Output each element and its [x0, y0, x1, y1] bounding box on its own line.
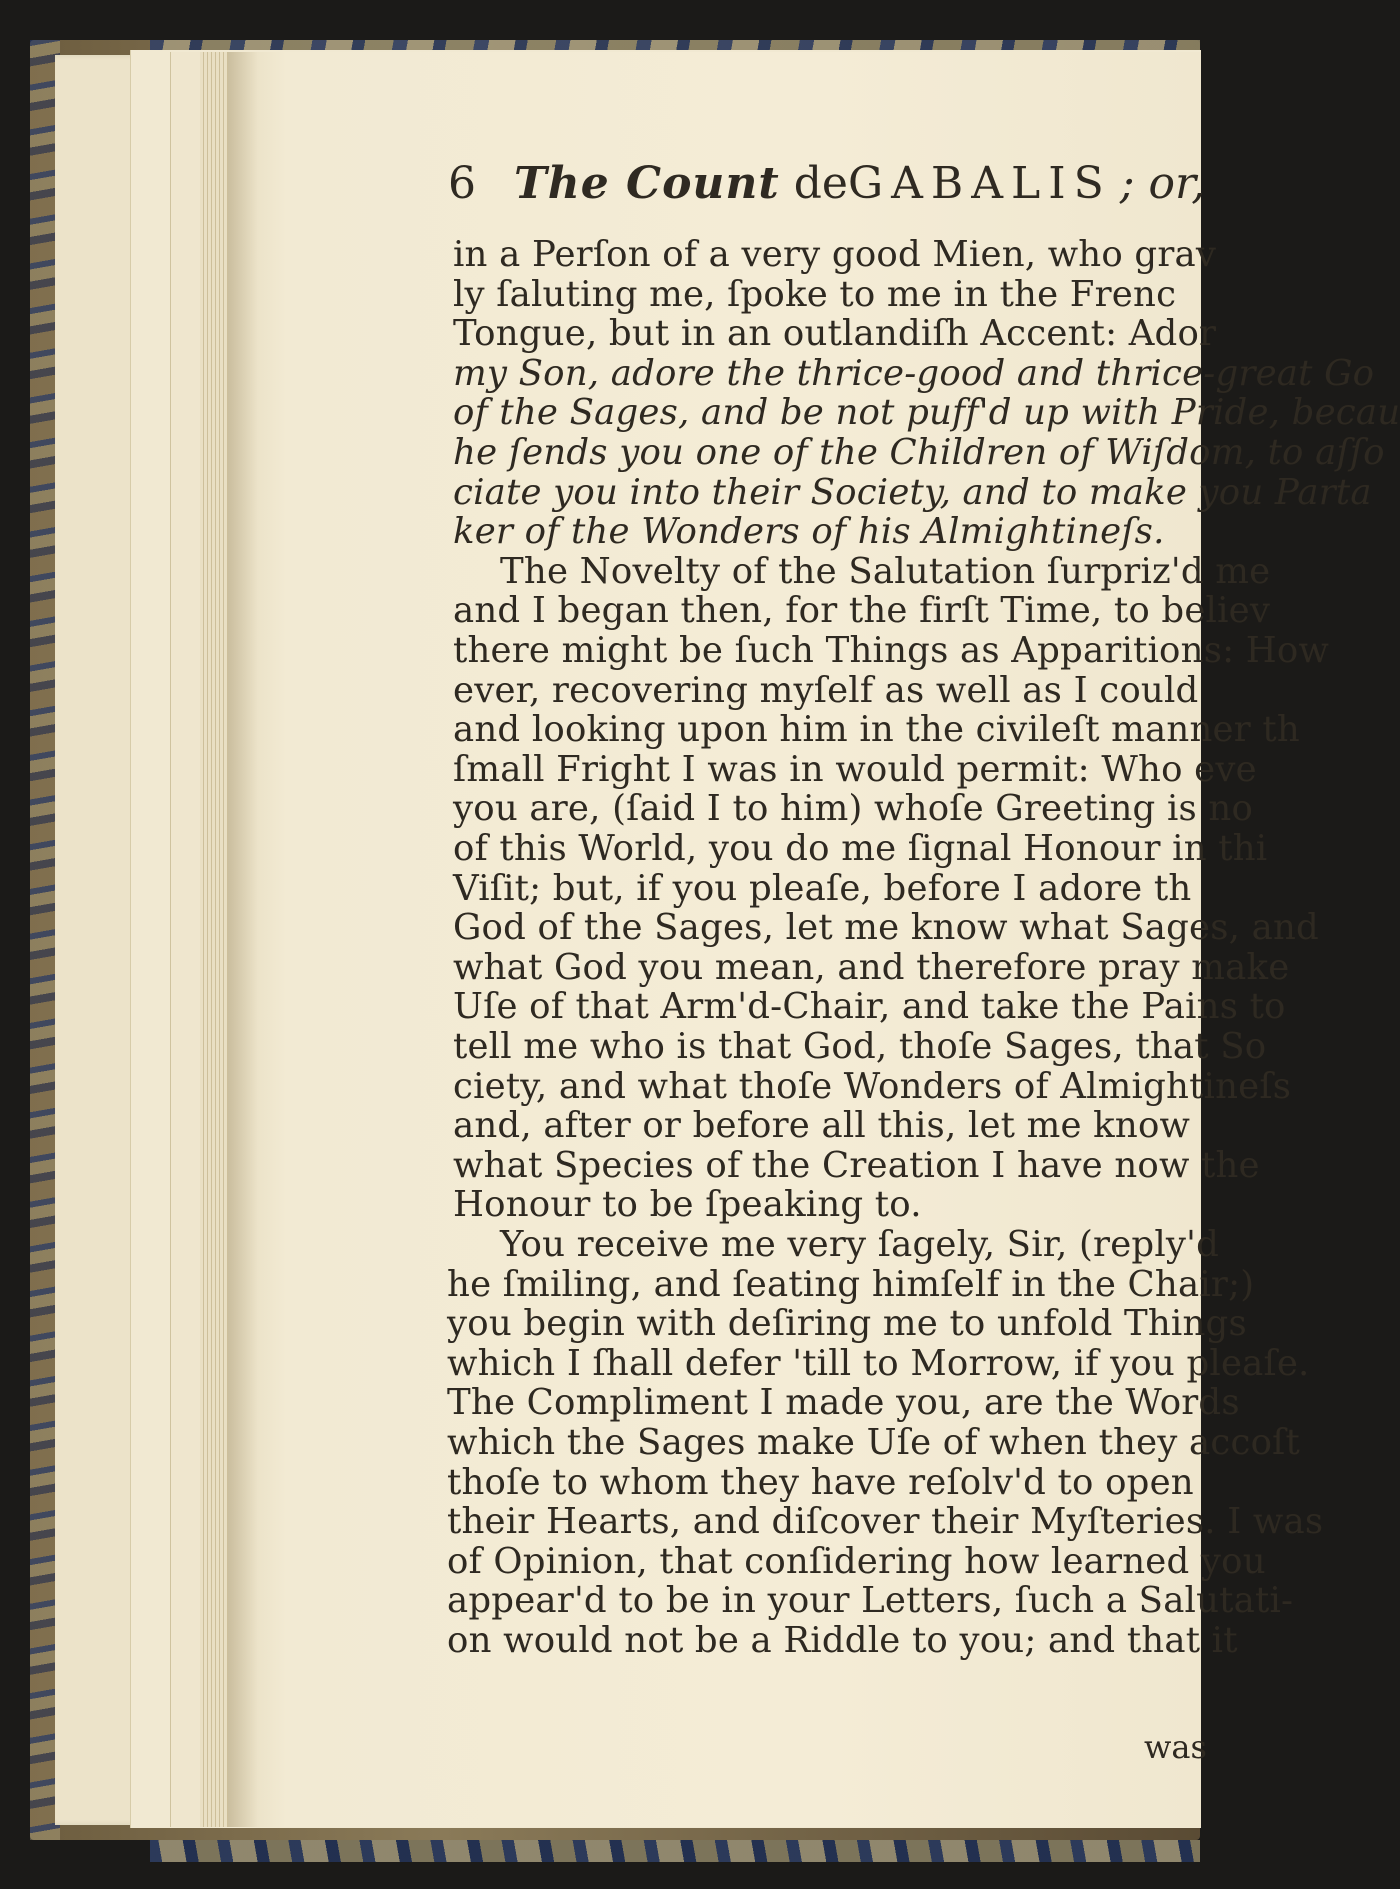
text-line: ker of the Wonders of his Almightineſs.: [453, 511, 1165, 553]
marbled-board-bottom: [150, 1840, 1200, 1862]
text-line: what God you mean, and therefore pray make: [453, 946, 1290, 988]
text-line: ciety, and what thoſe Wonders of Almightineſs: [453, 1065, 1292, 1107]
running-head-or: ; or,: [1119, 158, 1206, 209]
catchword: was: [1144, 1728, 1207, 1766]
running-head-de: de: [793, 158, 848, 209]
running-head: [448, 158, 1206, 209]
text-line: and looking upon him in the civileſt manner th: [453, 709, 1300, 751]
text-line: Viſit; but, if you pleaſe, before I adore th: [453, 867, 1192, 909]
text-line: You receive me very ſagely, Sir, (reply'd: [500, 1224, 1220, 1265]
text-line: The Compliment I made you, are the Words: [447, 1382, 1240, 1424]
text-line: he ſmiling, and ſeating himſelf in the Chair;): [447, 1263, 1255, 1305]
text-line: and, after or before all this, let me know: [453, 1105, 1191, 1147]
text-line: their Hearts, and diſcover their Myſteries. I was: [447, 1501, 1324, 1543]
text-line: what Species of the Creation I have now the: [453, 1144, 1260, 1186]
text-line: The Novelty of the Salutation ſurpriz'd me: [500, 550, 1271, 592]
text-line: ever, recovering myſelf as well as I could: [453, 669, 1199, 711]
text-line: of this World, you do me ſignal Honour in thi: [453, 828, 1268, 869]
page-edges: [200, 52, 228, 1827]
running-head-title: The Count: [514, 158, 780, 209]
text-line: you begin with deſiring me to unfold Things: [447, 1303, 1247, 1345]
text-line: appear'd to be in your Letters, ſuch a Salutati-: [447, 1580, 1294, 1622]
text-line: tell me who is that God, thoſe Sages, that So: [453, 1026, 1267, 1067]
text-line: ly ſaluting me, ſpoke to me in the Frenc: [453, 273, 1177, 315]
text-line: ſmall Fright I was in would permit: Who eve: [453, 748, 1257, 790]
text-line: on would not be a Riddle to you; and that it: [447, 1620, 1238, 1661]
text-line: ciate you into their Society, and to make you Parta: [453, 471, 1372, 513]
text-line: of the Sages, and be not puff'd up with Pride, becau: [453, 392, 1400, 434]
text-line: which I ſhall defer 'till to Morrow, if you pleaſe.: [447, 1342, 1310, 1384]
text-block: [228, 52, 1400, 1827]
text-line: which the Sages make Uſe of when they accoſt: [447, 1422, 1300, 1463]
text-line: Tongue, but in an outlandiſh Accent: Ador: [453, 313, 1217, 355]
text-line: my Son, adore the thrice-good and thrice-great Go: [453, 352, 1375, 394]
page-number: 6: [448, 158, 476, 209]
text-line: there might be ſuch Things as Apparitions: How: [453, 630, 1330, 671]
text-line: thoſe to whom they have reſolv'd to open: [447, 1461, 1194, 1503]
text-line: Uſe of that Arm'd-Chair, and take the Pains to: [453, 986, 1286, 1028]
running-head-name: GABALIS: [847, 158, 1112, 209]
text-line: of Opinion, that conſidering how learned you: [447, 1540, 1266, 1582]
text-line: God of the Sages, let me know what Sages, and: [453, 907, 1319, 949]
text-line: Honour to be ſpeaking to.: [453, 1184, 922, 1226]
book-page: [228, 52, 1400, 1827]
text-line: you are, (ſaid I to him) whoſe Greeting is no: [453, 788, 1254, 830]
text-line: in a Perſon of a very good Mien, who grav: [453, 234, 1217, 275]
text-line: and I began then, for the firſt Time, to believ: [453, 590, 1271, 632]
text-line: he ſends you one of the Children of Wiſdom, to aſſo: [453, 432, 1385, 473]
